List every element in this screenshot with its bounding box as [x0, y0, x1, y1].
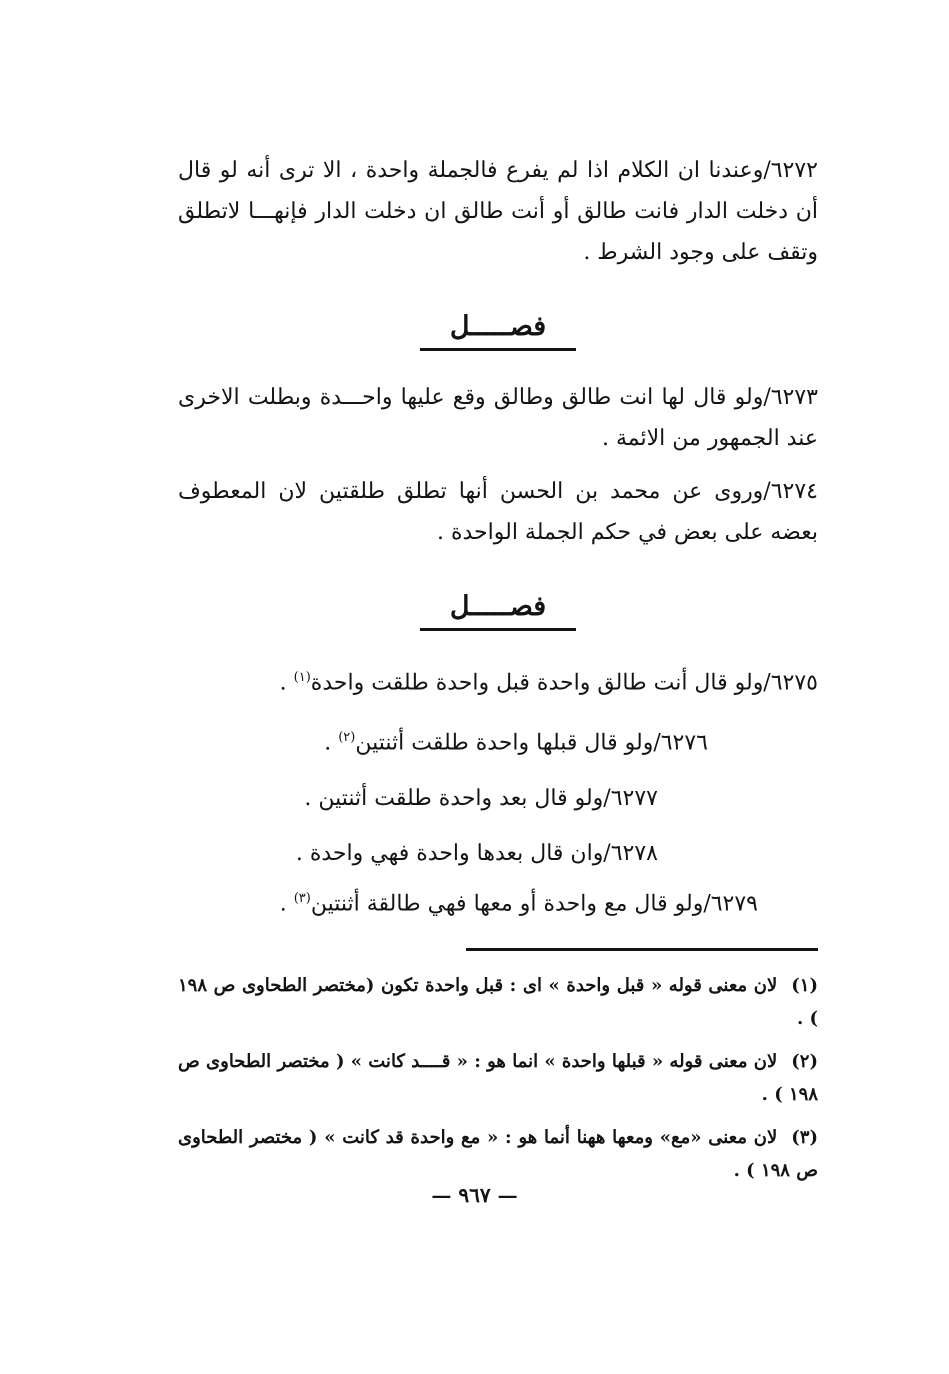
line-6279: ٦٢٧٩/ولو قال مع واحدة أو معها فهي طالقة أثنتين$^{(٣)}$ .	[279, 890, 758, 916]
footnote-1: (١)لان معنى قوله « قبل واحدة » اى : قبل واحدة تكون (مختصر الطحاوى ص ١٩٨ ) .	[178, 974, 818, 1029]
section-heading-2-text: فصـــــل	[420, 591, 576, 631]
line-6277: ٦٢٧٧/ولو قال بعد واحدة طلقت أثنتين .	[304, 785, 658, 811]
page-body	[178, 150, 818, 1187]
line-6275: ٦٢٧٥/ولو قال أنت طالق واحدة قبل واحدة طلقت واحدة$^{(١)}$ .	[279, 670, 818, 696]
section-heading-2	[178, 591, 818, 631]
line-6276: ٦٢٧٦/ولو قال قبلها واحدة طلقت أثنتين$^{(٢)}$ .	[324, 730, 708, 756]
footnote-ref-1: (١)	[293, 670, 311, 685]
paragraph-6273: ٦٢٧٣/ولو قال لها انت طالق وطالق وقع عليها واحـــدة وبطلت الاخرى عند الجمهور من الائمة .	[178, 385, 818, 451]
paragraph-6274: ٦٢٧٤/وروى عن محمد بن الحسن أنها تطلق طلقتين لان المعطوف بعضه على بعض في حكم الجملة الواحدة .	[178, 479, 818, 545]
footnote-ref-2: (٢)	[338, 730, 356, 746]
footnote-divider	[466, 948, 818, 951]
page-number: — ٩٦٧ —	[431, 1183, 518, 1207]
section-heading-1-text: فصـــــل	[420, 311, 576, 351]
footnote-ref-3: (٣)	[293, 890, 311, 906]
paragraph-6272: ٦٢٧٢/وعندنا ان الكلام اذا لم يفرع فالجملة واحدة ، الا ترى أنه لو قال أن دخلت الدار فانت طالق أو أنت طالق ان دخلت الدار فإنهـــا لاتطلق وتقف على وجود الشرط .	[178, 158, 818, 265]
section-heading-1	[178, 311, 818, 351]
footnote-2: (٢)لان معنى قوله « قبلها واحدة » انما هو : « قــــد كانت » ( مختصر الطحاوى ص ١٩٨ ) .	[178, 1050, 818, 1105]
line-6278: ٦٢٧٨/وان قال بعدها واحدة فهي واحدة .	[295, 840, 658, 866]
footnote-3: (٣)لان معنى «مع» ومعها ههنا أنما هو : « مع واحدة قد كانت » ( مختصر الطحاوى ص ١٩٨ ) .	[178, 1126, 818, 1181]
